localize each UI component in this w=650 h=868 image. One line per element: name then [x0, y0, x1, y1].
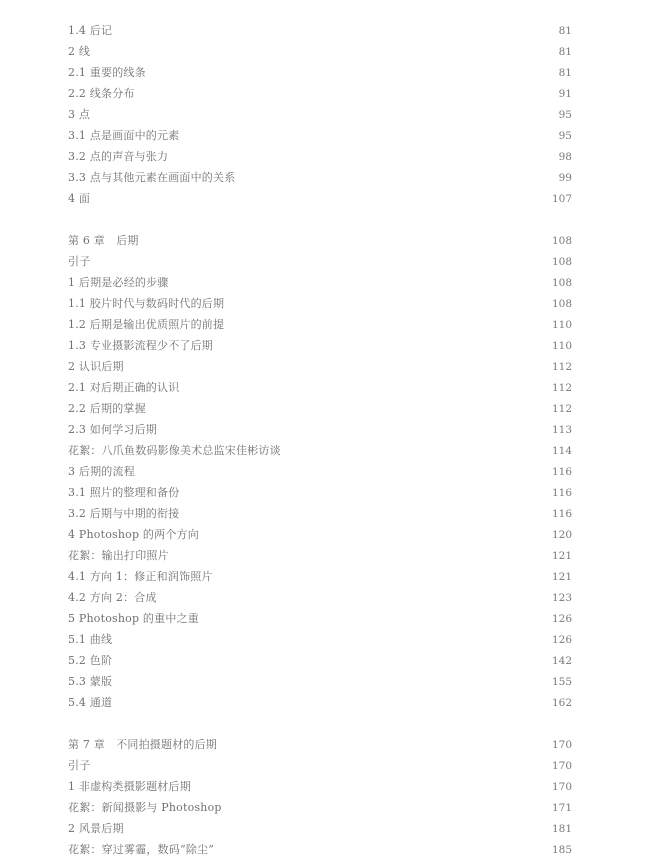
- toc-entry-page: 81: [558, 46, 572, 58]
- toc-entry-page: 108: [551, 277, 572, 289]
- toc-entry: [68, 588, 572, 608]
- toc-entry-title: 2.1 重要的线条: [68, 66, 146, 79]
- toc-entry-page: 123: [551, 592, 572, 604]
- toc-entry: [68, 672, 572, 692]
- toc-entry-title: 3.3 点与其他元素在画面中的关系: [68, 171, 236, 184]
- toc-entry-title: 5.4 通道: [68, 696, 113, 709]
- toc-entry-page: 126: [551, 634, 572, 646]
- toc-chapter-heading: [68, 231, 572, 251]
- toc-entry: [68, 630, 572, 650]
- toc-entry: [68, 399, 572, 419]
- toc-entry-title: 引子: [68, 759, 91, 772]
- toc-entry-title: 3.2 点的声音与张力: [68, 150, 169, 163]
- toc-entry-page: 181: [551, 823, 572, 835]
- toc-entry-title: 2 认识后期: [68, 360, 124, 373]
- toc-entry-title: 2.3 如何学习后期: [68, 423, 157, 436]
- toc-entry: [68, 357, 572, 377]
- toc-entry-page: 81: [558, 67, 572, 79]
- toc-entry: [68, 42, 572, 62]
- toc-entry-page: 114: [551, 445, 572, 457]
- toc-entry: [68, 651, 572, 671]
- toc-entry: [68, 420, 572, 440]
- toc-entry-page: 170: [551, 781, 572, 793]
- toc-entry-title: 2.2 线条分布: [68, 87, 135, 100]
- toc-entry-title: 5.3 蒙版: [68, 675, 113, 688]
- toc-entry: [68, 777, 572, 797]
- toc-entry: [68, 819, 572, 839]
- toc-entry-title: 花絮：八爪鱼数码影像美术总监宋佳彬访谈: [68, 444, 281, 457]
- toc-entry-title: 引子: [68, 255, 91, 268]
- toc-entry-page: 112: [551, 403, 572, 415]
- toc-entry-title: 花絮：新闻摄影与 Photoshop: [68, 801, 222, 814]
- toc-entry-title: 3.2 后期与中期的衔接: [68, 507, 180, 520]
- toc-entry-page: 142: [551, 655, 572, 667]
- toc-entry: [68, 840, 572, 860]
- toc-entry-page: 91: [558, 88, 572, 100]
- toc-entry: [68, 252, 572, 272]
- toc-entry: [68, 462, 572, 482]
- toc-entry-title: 4.2 方向 2：合成: [68, 591, 157, 604]
- toc-entry-title: 5 Photoshop 的重中之重: [68, 612, 199, 625]
- toc-entry-title: 1.2 后期是输出优质照片的前提: [68, 318, 225, 331]
- toc-entry: [68, 315, 572, 335]
- toc-entry-page: 108: [551, 235, 572, 247]
- toc-entry-title: 1.3 专业摄影流程少不了后期: [68, 339, 213, 352]
- toc-entry-page: 120: [551, 529, 572, 541]
- toc-entry-title: 2.2 后期的掌握: [68, 402, 146, 415]
- toc-entry-page: 107: [551, 193, 572, 205]
- toc-entry: [68, 609, 572, 629]
- toc-entry: [68, 798, 572, 818]
- toc-entry-page: 110: [551, 340, 572, 352]
- toc-entry-page: 185: [551, 844, 572, 856]
- toc-entry-page: 126: [551, 613, 572, 625]
- toc-entry-page: 116: [551, 466, 572, 478]
- toc-entry: [68, 693, 572, 713]
- toc-entry: [68, 63, 572, 83]
- toc-entry-title: 第 6 章 后期: [68, 234, 139, 247]
- toc-entry: [68, 294, 572, 314]
- toc-entry: [68, 126, 572, 146]
- toc-entry-page: 95: [558, 130, 572, 142]
- toc-entry: [68, 756, 572, 776]
- toc-entry-title: 4.1 方向 1：修正和润饰照片: [68, 570, 213, 583]
- toc-entry-page: 112: [551, 382, 572, 394]
- toc-entry-title: 3 点: [68, 108, 91, 121]
- toc-entry-title: 第 7 章 不同拍摄题材的后期: [68, 738, 217, 751]
- toc-entry: [68, 84, 572, 104]
- toc-entry-title: 3.1 点是画面中的元素: [68, 129, 180, 142]
- toc-entry-page: 170: [551, 760, 572, 772]
- toc-entry: [68, 441, 572, 461]
- toc-entry-page: 108: [551, 256, 572, 268]
- toc-entry-title: 1.1 胶片时代与数码时代的后期: [68, 297, 225, 310]
- toc-entry-title: 3.1 照片的整理和备份: [68, 486, 180, 499]
- toc-entry-page: 170: [551, 739, 572, 751]
- toc-entry-page: 95: [558, 109, 572, 121]
- toc-entry-page: 110: [551, 319, 572, 331]
- toc-entry-page: 116: [551, 508, 572, 520]
- toc-entry: [68, 525, 572, 545]
- toc-entry-title: 1 后期是必经的步骤: [68, 276, 169, 289]
- toc-entry-title: 4 面: [68, 192, 91, 205]
- toc-entry-title: 5.2 色阶: [68, 654, 113, 667]
- toc-entry-title: 2 线: [68, 45, 91, 58]
- toc-entry: [68, 273, 572, 293]
- toc-entry-page: 113: [551, 424, 572, 436]
- toc-entry-page: 171: [551, 802, 572, 814]
- toc-entry-page: 155: [551, 676, 572, 688]
- toc-entry-page: 99: [558, 172, 572, 184]
- toc-chapter-heading: [68, 735, 572, 755]
- toc-entry-page: 121: [551, 550, 572, 562]
- toc-entry-page: 98: [558, 151, 572, 163]
- toc-entry: [68, 378, 572, 398]
- toc-entry: [68, 567, 572, 587]
- toc-entry-title: 4 Photoshop 的两个方向: [68, 528, 199, 541]
- toc-entry-title: 1.4 后记: [68, 24, 113, 37]
- toc-entry-title: 3 后期的流程: [68, 465, 135, 478]
- toc-entry: [68, 147, 572, 167]
- toc-entry: [68, 21, 572, 41]
- toc-entry-title: 1 非虚构类摄影题材后期: [68, 780, 191, 793]
- toc-entry-page: 162: [551, 697, 572, 709]
- toc-entry-title: 花絮：输出打印照片: [68, 549, 169, 562]
- toc-entry: [68, 483, 572, 503]
- toc-entry: [68, 336, 572, 356]
- toc-entry-page: 121: [551, 571, 572, 583]
- toc-entry-page: 108: [551, 298, 572, 310]
- toc-entry: [68, 504, 572, 524]
- toc-entry-title: 花絮：穿过雾霾，数码“除尘”: [68, 843, 215, 856]
- toc-entry-page: 81: [558, 25, 572, 37]
- toc-entry-page: 116: [551, 487, 572, 499]
- toc-entry-page: 112: [551, 361, 572, 373]
- toc-entry-title: 5.1 曲线: [68, 633, 113, 646]
- toc-entry: [68, 189, 572, 209]
- toc-entry: [68, 168, 572, 188]
- toc-entry: [68, 546, 572, 566]
- toc-entry-title: 2.1 对后期正确的认识: [68, 381, 180, 394]
- toc-entry-title: 2 风景后期: [68, 822, 124, 835]
- toc-entry: [68, 105, 572, 125]
